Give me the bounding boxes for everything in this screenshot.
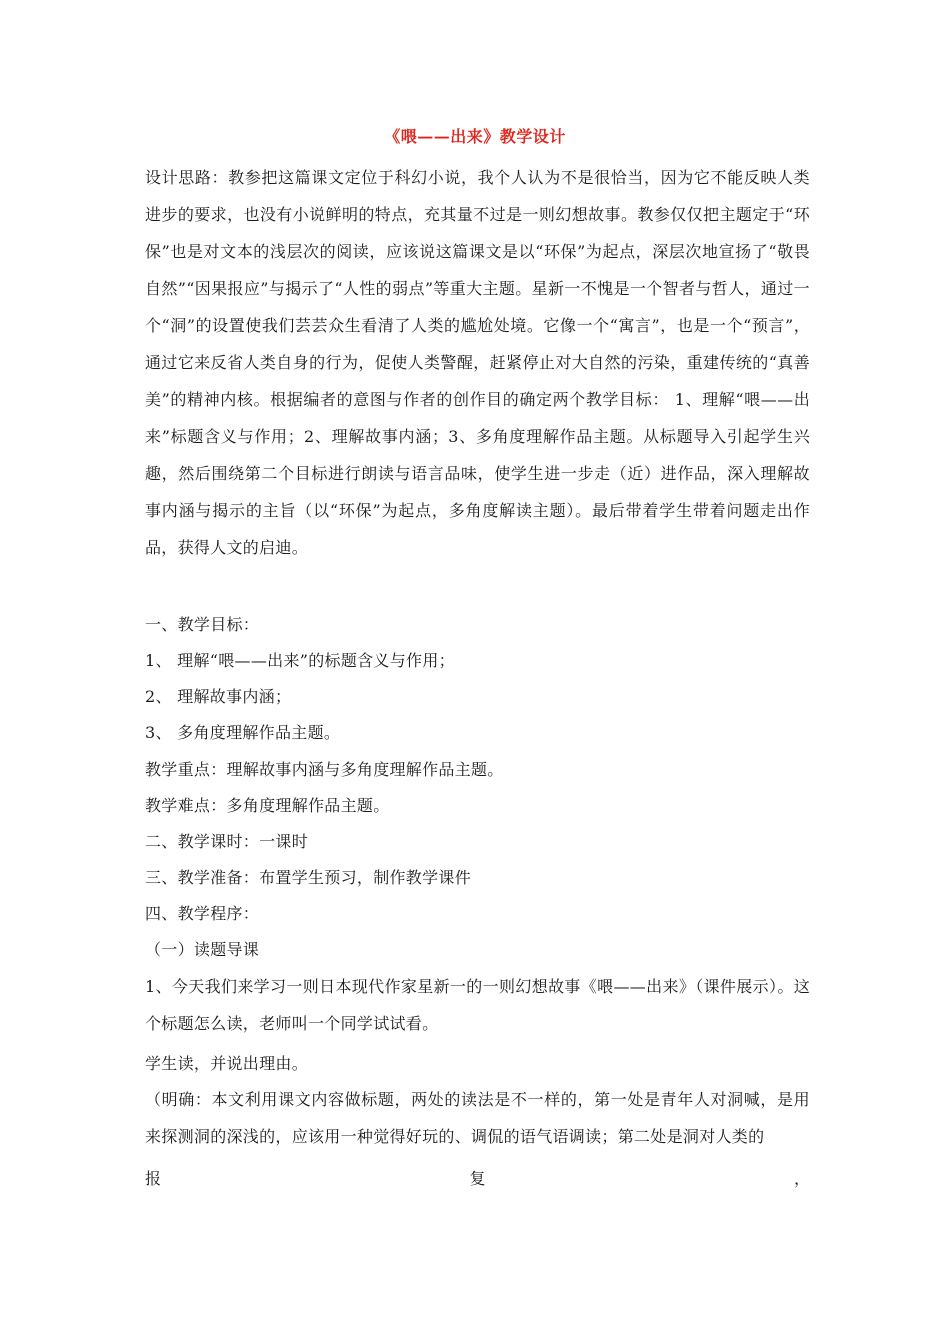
goal-item-1: 1、 理解“喂——出来”的标题含义与作用； — [145, 651, 455, 670]
last-line — [145, 1166, 810, 1192]
last-line-char-1: 报 — [145, 1169, 162, 1188]
last-line-char-3: ， — [793, 1169, 810, 1188]
goal-item-2: 2、 理解故事内涵； — [145, 687, 292, 706]
goals-heading: 一、教学目标： — [145, 615, 260, 634]
difficult-point: 教学难点：多角度理解作品主题。 — [145, 796, 390, 815]
step-1-paragraph: 1、今天我们来学习一则日本现代作家星新一的一则幻想故事《喂——出来》（课件展示）。这个标题怎么读，老师叫一个同学试试看。 — [145, 977, 810, 1033]
student-reads: 学生读，并说出理由。 — [145, 1054, 309, 1073]
teaching-preparation: 三、教学准备：布置学生预习，制作教学课件 — [145, 868, 472, 887]
clarification-paragraph: （明确：本文利用课文内容做标题，两处的读法是不一样的，第一处是青年人对洞喊，是用来探测洞的深浅的，应该用一种觉得好玩的、调侃的语气语调读；第二处是洞对人类的 — [145, 1090, 810, 1146]
goal-item-3: 3、 多角度理解作品主题。 — [145, 723, 341, 742]
procedure-heading: 四、教学程序： — [145, 904, 260, 923]
class-hours: 二、教学课时：一课时 — [145, 832, 309, 851]
step-1-heading: （一）读题导课 — [145, 940, 260, 959]
last-line-char-2: 复 — [469, 1169, 486, 1188]
document-title: 《喂——出来》教学设计 — [384, 127, 566, 146]
design-rationale-paragraph: 设计思路：教参把这篇课文定位于科幻小说，我个人认为不是很恰当，因为它不能反映人类进步的要求，也没有小说鲜明的特点，充其量不过是一则幻想故事。教参仅仅把主题定于“环保”也是对文本的浅层次的阅读，应该说这篇课文是以“环保”为起点，深层次地宣扬了“敬畏自然”“因果报应”与揭示了“人性的弱点”等重大主题。星新一不愧是一个智者与哲人，通过一个“洞”的设置使我们芸芸众生看清了人类的尴尬处境。它像一个“寓言”，也是一个“预言”，通过它来反省人类自身的行为，促使人类警醒，赶紧停止对大自然的污染，重建传统的“真善美”的精神内核。根据编者的意图与作者的创作目的确定两个教学目标： 1、理解“喂——出来”标题含义与作用；2、理解故事内涵；3、多角度理解作品主题。从标题导入引起学生兴趣，然后围绕第二个目标进行朗读与语言品味，使学生进一步走（近）进作品，深入理解故事内涵与揭示的主旨（以“环保”为起点，多角度解读主题）。最后带着学生带着问题走出作品，获得人文的启迪。 — [145, 168, 810, 557]
key-point: 教学重点：理解故事内涵与多角度理解作品主题。 — [145, 760, 504, 779]
